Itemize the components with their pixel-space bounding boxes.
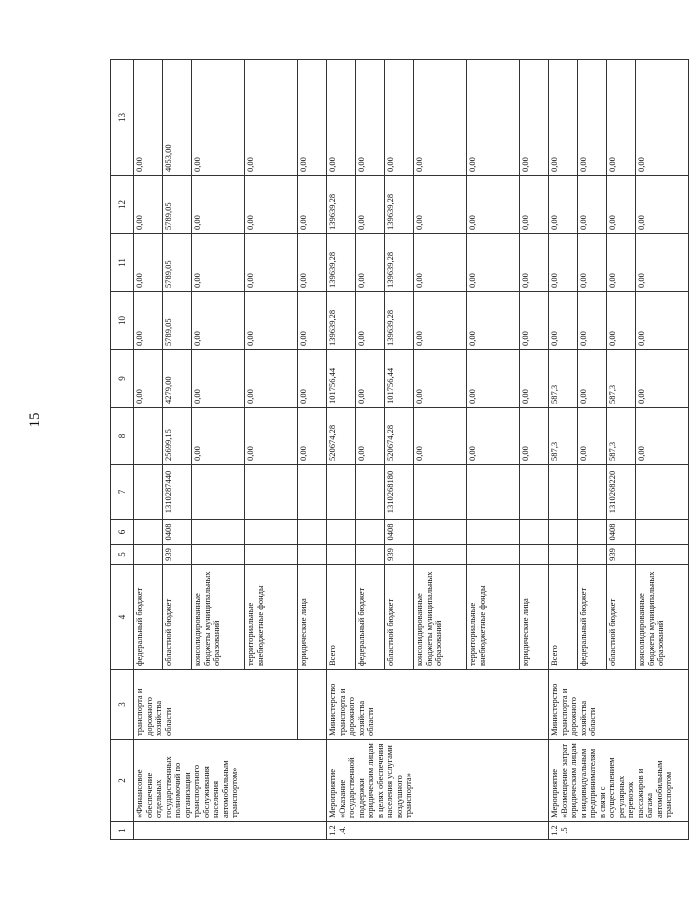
value-cell: 0,00 (414, 408, 467, 465)
value-cell: 0,00 (192, 234, 245, 292)
value-cell: 0,00 (134, 350, 163, 408)
item-number-cell (134, 822, 327, 840)
source-cell: областной бюджет (385, 565, 414, 670)
value-cell: 0,00 (192, 408, 245, 465)
value-cell: 0,00 (245, 350, 298, 408)
code-g-cell (520, 545, 549, 565)
col-header-4: 4 (111, 565, 134, 670)
value-cell: 0,00 (385, 60, 414, 176)
code-g-cell (636, 545, 689, 565)
col-header-11: 11 (111, 234, 134, 292)
table-row (134, 60, 163, 840)
value-cell: 0,00 (467, 176, 520, 234)
source-cell: территориальные внебюджетные фонды (245, 565, 298, 670)
value-cell: 25699,15 (163, 408, 192, 465)
value-cell: 0,00 (467, 350, 520, 408)
code-cs-cell (467, 465, 520, 520)
source-cell: федеральный бюджет (356, 565, 385, 670)
code-cs-cell: 1310268180 (385, 465, 414, 520)
source-cell: Всего (327, 565, 356, 670)
code-cs-cell (134, 465, 163, 520)
value-cell: 139639,28 (385, 176, 414, 234)
value-cell: 0,00 (578, 234, 607, 292)
value-cell: 0,00 (298, 234, 327, 292)
item-name: Мероприятие «Оказание государственной поддержки юридическим лицам в целях обеспечения населения услугами воздушного транспорта» (327, 740, 549, 822)
col-header-9: 9 (111, 350, 134, 408)
col-header-8: 8 (111, 408, 134, 465)
table-row (327, 60, 356, 840)
value-cell: 0,00 (578, 350, 607, 408)
value-cell: 0,00 (578, 176, 607, 234)
code-cs-cell (414, 465, 467, 520)
code-r-cell (327, 520, 356, 545)
value-cell: 0,00 (192, 292, 245, 350)
value-cell: 0,00 (636, 176, 689, 234)
code-cs-cell: 1310287440 (163, 465, 192, 520)
code-r-cell: 0408 (163, 520, 192, 545)
value-cell: 0,00 (467, 60, 520, 176)
value-cell: 587,3 (549, 408, 578, 465)
value-cell: 0,00 (356, 350, 385, 408)
table-row (298, 60, 327, 840)
code-g-cell (327, 545, 356, 565)
value-cell: 0,00 (414, 176, 467, 234)
code-cs-cell: 1310268220 (607, 465, 636, 520)
value-cell: 0,00 (134, 176, 163, 234)
code-r-cell (414, 520, 467, 545)
value-cell: 520674,28 (327, 408, 356, 465)
code-cs-cell (298, 465, 327, 520)
code-g-cell: 939 (385, 545, 414, 565)
value-cell: 0,00 (192, 60, 245, 176)
source-cell: областной бюджет (163, 565, 192, 670)
code-g-cell (549, 545, 578, 565)
value-cell: 101756,44 (385, 350, 414, 408)
value-cell: 0,00 (356, 408, 385, 465)
value-cell: 0,00 (298, 292, 327, 350)
col-header-12: 12 (111, 176, 134, 234)
code-g-cell (578, 545, 607, 565)
source-cell: федеральный бюджет (578, 565, 607, 670)
value-cell: 0,00 (298, 176, 327, 234)
value-cell: 520674,28 (385, 408, 414, 465)
value-cell: 0,00 (467, 408, 520, 465)
code-cs-cell (356, 465, 385, 520)
code-g-cell: 939 (163, 545, 192, 565)
code-g-cell (298, 545, 327, 565)
source-cell: консолидированные бюджеты муниципальных образований (636, 565, 689, 670)
value-cell: 0,00 (134, 234, 163, 292)
item-name: Мероприятие «Возмещение затрат юридическим лицам и индивидуальным предпринимателям в связи с осуществлением регулярных перевозок пассажиров и багажа автомобильным транспортом (549, 740, 689, 822)
code-r-cell (356, 520, 385, 545)
value-cell: 587,3 (607, 350, 636, 408)
value-cell: 0,00 (636, 234, 689, 292)
source-cell: консолидированные бюджеты муниципальных образований (414, 565, 467, 670)
value-cell: 0,00 (298, 408, 327, 465)
source-cell: территориальные внебюджетные фонды (467, 565, 520, 670)
col-header-5: 5 (111, 545, 134, 565)
code-g-cell (467, 545, 520, 565)
code-r-cell: 0408 (607, 520, 636, 545)
value-cell: 0,00 (356, 292, 385, 350)
value-cell: 4279,00 (163, 350, 192, 408)
value-cell: 139639,28 (385, 234, 414, 292)
value-cell: 0,00 (520, 408, 549, 465)
value-cell: 101756,44 (327, 350, 356, 408)
rotated-table-container (110, 60, 674, 840)
code-r-cell (549, 520, 578, 545)
code-r-cell (467, 520, 520, 545)
value-cell: 0,00 (578, 292, 607, 350)
value-cell: 0,00 (607, 292, 636, 350)
value-cell: 0,00 (245, 234, 298, 292)
col-header-7: 7 (111, 465, 134, 520)
col-header-2: 2 (111, 740, 134, 822)
code-cs-cell (549, 465, 578, 520)
code-cs-cell (327, 465, 356, 520)
code-cs-cell (192, 465, 245, 520)
code-r-cell (298, 520, 327, 545)
value-cell: 0,00 (327, 60, 356, 176)
code-g-cell (134, 545, 163, 565)
value-cell: 0,00 (549, 176, 578, 234)
item-executor: Министерство транспорта и дорожного хозяйства области (327, 670, 549, 740)
col-header-1: 1 (111, 822, 134, 840)
value-cell: 0,00 (636, 350, 689, 408)
value-cell: 139639,28 (327, 292, 356, 350)
value-cell (134, 408, 163, 465)
value-cell: 587,3 (607, 408, 636, 465)
value-cell: 0,00 (245, 176, 298, 234)
code-r-cell (134, 520, 163, 545)
value-cell: 0,00 (636, 408, 689, 465)
column-number-row (111, 60, 134, 840)
value-cell: 0,00 (520, 350, 549, 408)
source-cell: федеральный бюджет (134, 565, 163, 670)
value-cell: 0,00 (356, 60, 385, 176)
code-r-cell (578, 520, 607, 545)
value-cell: 139639,28 (327, 234, 356, 292)
value-cell: 0,00 (414, 234, 467, 292)
code-r-cell: 0408 (385, 520, 414, 545)
value-cell: 5789,05 (163, 176, 192, 234)
value-cell: 0,00 (245, 292, 298, 350)
value-cell: 0,00 (245, 60, 298, 176)
budget-table (110, 59, 689, 840)
source-cell: областной бюджет (607, 565, 636, 670)
source-cell: консолидированные бюджеты муниципальных образований (192, 565, 245, 670)
code-cs-cell (636, 465, 689, 520)
source-cell: юридические лица (298, 565, 327, 670)
code-cs-cell (245, 465, 298, 520)
value-cell: 587,3 (549, 350, 578, 408)
item-name: «Финансовое обеспечение отдельных государственных полномочий по организации транспортного обслуживания населения автомобильным транспортом» (134, 740, 327, 822)
code-cs-cell (578, 465, 607, 520)
item-executor: транспорта и дорожного хозяйства области (134, 670, 298, 740)
value-cell: 0,00 (192, 176, 245, 234)
value-cell: 0,00 (356, 176, 385, 234)
item-executor-empty (298, 670, 327, 740)
code-cs-cell (520, 465, 549, 520)
page-number: 15 (27, 412, 43, 428)
code-g-cell (414, 545, 467, 565)
code-g-cell: 939 (607, 545, 636, 565)
value-cell: 0,00 (520, 292, 549, 350)
code-g-cell (245, 545, 298, 565)
value-cell: 0,00 (245, 408, 298, 465)
value-cell: 4053,00 (163, 60, 192, 176)
value-cell: 0,00 (298, 350, 327, 408)
value-cell: 0,00 (607, 234, 636, 292)
code-r-cell (245, 520, 298, 545)
value-cell: 0,00 (414, 350, 467, 408)
code-r-cell (520, 520, 549, 545)
value-cell: 0,00 (134, 60, 163, 176)
source-cell: Всего (549, 565, 578, 670)
value-cell: 139639,28 (327, 176, 356, 234)
item-executor: Министерство транспорта и дорожного хозяйства области (549, 670, 689, 740)
value-cell: 0,00 (356, 234, 385, 292)
col-header-3: 3 (111, 670, 134, 740)
value-cell: 0,00 (414, 292, 467, 350)
value-cell: 0,00 (467, 234, 520, 292)
value-cell: 139639,28 (385, 292, 414, 350)
col-header-10: 10 (111, 292, 134, 350)
value-cell: 0,00 (549, 60, 578, 176)
code-r-cell (636, 520, 689, 545)
col-header-6: 6 (111, 520, 134, 545)
value-cell: 0,00 (549, 292, 578, 350)
value-cell: 5789,05 (163, 234, 192, 292)
code-g-cell (356, 545, 385, 565)
value-cell: 0,00 (578, 408, 607, 465)
source-cell: юридические лица (520, 565, 549, 670)
value-cell: 0,00 (636, 60, 689, 176)
value-cell: 0,00 (520, 234, 549, 292)
table-row (549, 60, 578, 840)
value-cell: 0,00 (414, 60, 467, 176)
value-cell: 0,00 (520, 176, 549, 234)
item-number: 1.2.4. (327, 822, 549, 840)
value-cell: 0,00 (549, 234, 578, 292)
value-cell: 0,00 (607, 60, 636, 176)
value-cell: 0,00 (467, 292, 520, 350)
code-g-cell (192, 545, 245, 565)
code-r-cell (192, 520, 245, 545)
value-cell: 0,00 (520, 60, 549, 176)
value-cell: 0,00 (636, 292, 689, 350)
value-cell: 0,00 (134, 292, 163, 350)
value-cell: 0,00 (578, 60, 607, 176)
item-number: 1.2.5 (549, 822, 689, 840)
value-cell: 0,00 (298, 60, 327, 176)
value-cell: 0,00 (192, 350, 245, 408)
value-cell: 5789,05 (163, 292, 192, 350)
col-header-13: 13 (111, 60, 134, 176)
value-cell: 0,00 (607, 176, 636, 234)
